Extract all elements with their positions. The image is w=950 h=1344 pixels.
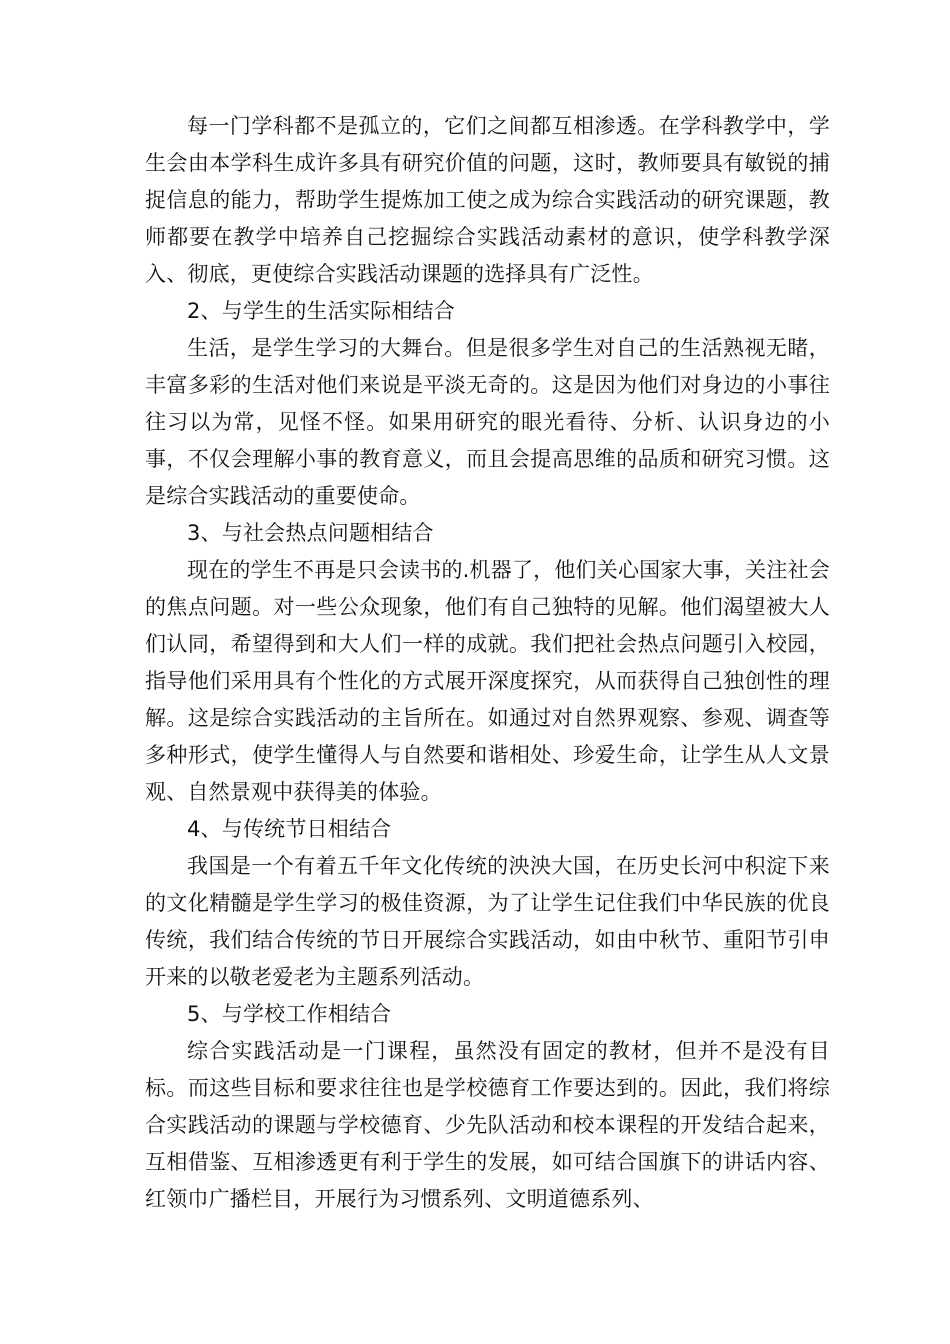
paragraph-school-work: 综合实践活动是一门课程，虽然没有固定的教材，但并不是没有目标。而这些目标和要求往往也是学校德育工作要达到的。因此，我们将综合实践活动的课题与学校德育、少先队活动和校本课程的开发结合起来，互相借鉴、互相渗透更有利于学生的发展，如可结合国旗下的讲话内容、红领巾广播栏目，开展行为习惯系列、文明道德系列、 — [145, 1039, 830, 1211]
paragraph-social-hotspots: 现在的学生不再是只会读书的.机器了，他们关心国家大事，关注社会的焦点问题。对一些公众现象，他们有自己独特的见解。他们渴望被大人们认同，希望得到和大人们一样的成就。我们把社会热点问题引入校园，指导他们采用具有个性化的方式展开深度探究，从而获得自己独创性的理解。这是综合实践活动的主旨所在。如通过对自然界观察、参观、调查等多种形式，使学生懂得人与自然要和谐相处、珍爱生命，让学生从人文景观、自然景观中获得美的体验。 — [145, 558, 830, 804]
heading-traditional-festivals: 4、与传统节日相结合 — [187, 817, 392, 841]
paragraph-subject-integration: 每一门学科都不是孤立的，它们之间都互相渗透。在学科教学中，学生会由本学科生成许多具有研究价值的问题，这时，教师要具有敏锐的捕捉信息的能力，帮助学生提炼加工使之成为综合实践活动的研究课题，教师都要在教学中培养自己挖掘综合实践活动素材的意识，使学科教学深入、彻底，更使综合实践活动课题的选择具有广泛性。 — [145, 114, 830, 286]
heading-life-integration: 2、与学生的生活实际相结合 — [187, 299, 455, 323]
heading-school-work: 5、与学校工作相结合 — [187, 1002, 392, 1026]
heading-social-hotspots: 3、与社会热点问题相结合 — [187, 521, 434, 545]
paragraph-traditional-festivals: 我国是一个有着五千年文化传统的泱泱大国，在历史长河中积淀下来的文化精髓是学生学习的极佳资源，为了让学生记住我们中华民族的优良传统，我们结合传统的节日开展综合实践活动，如由中秋节、重阳节引申开来的以敬老爱老为主题系列活动。 — [145, 854, 830, 989]
document-body — [145, 108, 830, 1218]
paragraph-life-integration: 生活，是学生学习的大舞台。但是很多学生对自己的生活熟视无睹，丰富多彩的生活对他们来说是平淡无奇的。这是因为他们对身边的小事往往习以为常，见怪不怪。如果用研究的眼光看待、分析、认识身边的小事，不仅会理解小事的教育意义，而且会提高思维的品质和研究习惯。这是综合实践活动的重要使命。 — [145, 336, 830, 508]
